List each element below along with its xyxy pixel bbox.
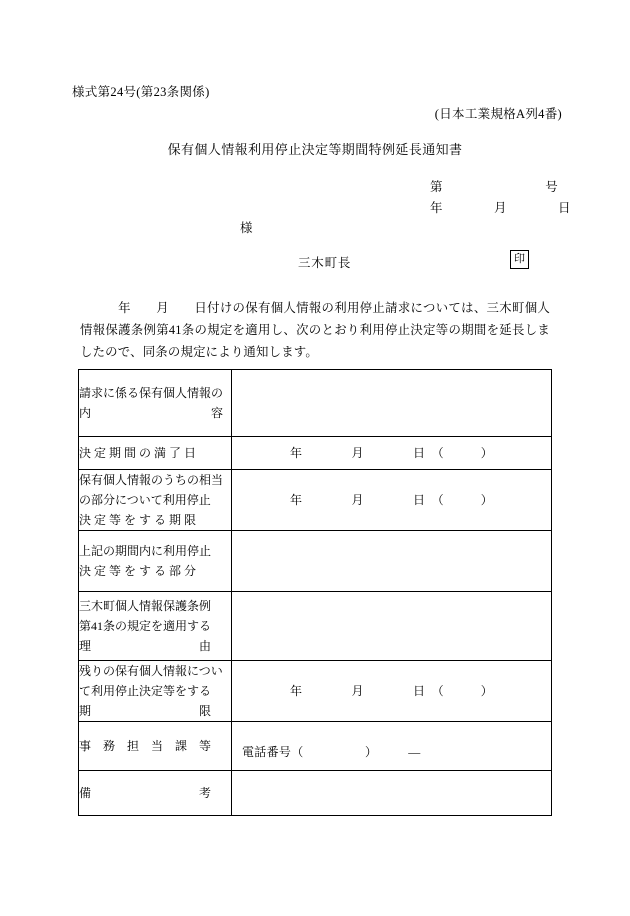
label-line: 請求に係る保有個人情報の <box>79 386 224 400</box>
row-label-partial-deadline <box>79 470 232 531</box>
table-row <box>79 370 552 437</box>
issuer-name: 三木町長 <box>298 256 352 270</box>
label-line: 保有個人情報のうちの相当 <box>79 473 224 487</box>
table-row <box>79 661 552 722</box>
label-line: 理 由 <box>79 639 212 653</box>
row-label-department <box>79 722 232 771</box>
paper-size-note: (日本工業規格A列4番) <box>434 107 562 121</box>
form-number: 様式第24号(第23条関係) <box>72 85 210 99</box>
label-line: の部分について利用停止 <box>79 493 211 507</box>
label-line: 三木町個人情報保護条例 <box>79 599 212 613</box>
row-label-reason <box>79 592 232 661</box>
label-line: 残りの保有個人情報につい <box>79 664 223 678</box>
table-row <box>79 592 552 661</box>
label-line: 期 限 <box>79 704 212 718</box>
row-value-decision-deadline: 年 月 日 （ ） <box>232 437 552 470</box>
page-title: 保有個人情報利用停止決定等期間特例延長通知書 <box>167 142 463 157</box>
row-value-department: 電話番号（ ） ― <box>232 722 552 771</box>
notification-table <box>78 369 552 816</box>
label-line: て利用停止決定等をする <box>79 684 212 698</box>
body-paragraph: 年 月 日付けの保有個人情報の利用停止請求については、三木町個人情報保護条例第41条の規定を適用し、次のとおり利用停止決定等の期間を延長しましたので、同条の規定により通知します。 <box>80 301 550 359</box>
row-value-partial-deadline: 年 月 日 （ ） <box>232 470 552 531</box>
row-value-portion-in-period <box>232 531 552 592</box>
row-label-remaining-deadline <box>79 661 232 722</box>
label-line: 決 定 期 間 の 満 了 日 <box>79 446 197 460</box>
table-row <box>79 531 552 592</box>
label-line: 事 務 担 当 課 等 <box>79 739 212 753</box>
table-row <box>79 771 552 816</box>
row-value-requested-info <box>232 370 552 437</box>
table-row <box>79 470 552 531</box>
row-value-reason <box>232 592 552 661</box>
row-value-remarks <box>232 771 552 816</box>
document-number-line: 第 号 <box>430 180 559 194</box>
document-date-line: 年 月 日 <box>430 201 571 215</box>
label-line: 上記の期間内に利用停止 <box>79 544 212 558</box>
label-line: 内 容 <box>79 406 224 420</box>
row-label-decision-deadline <box>79 437 232 470</box>
label-line: 決 定 等 を す る 期 限 <box>79 513 197 527</box>
row-label-remarks <box>79 771 232 816</box>
label-line: 備 考 <box>79 786 212 800</box>
row-label-portion-in-period <box>79 531 232 592</box>
label-line: 第41条の規定を適用する <box>79 619 212 633</box>
seal-icon: 印 <box>510 250 529 269</box>
table-row <box>79 722 552 771</box>
label-line: 決 定 等 を す る 部 分 <box>79 564 197 578</box>
row-label-requested-info <box>79 370 232 437</box>
table-row <box>79 437 552 470</box>
addressee-label: 様 <box>240 221 253 235</box>
row-value-remaining-deadline: 年 月 日 （ ） <box>232 661 552 722</box>
